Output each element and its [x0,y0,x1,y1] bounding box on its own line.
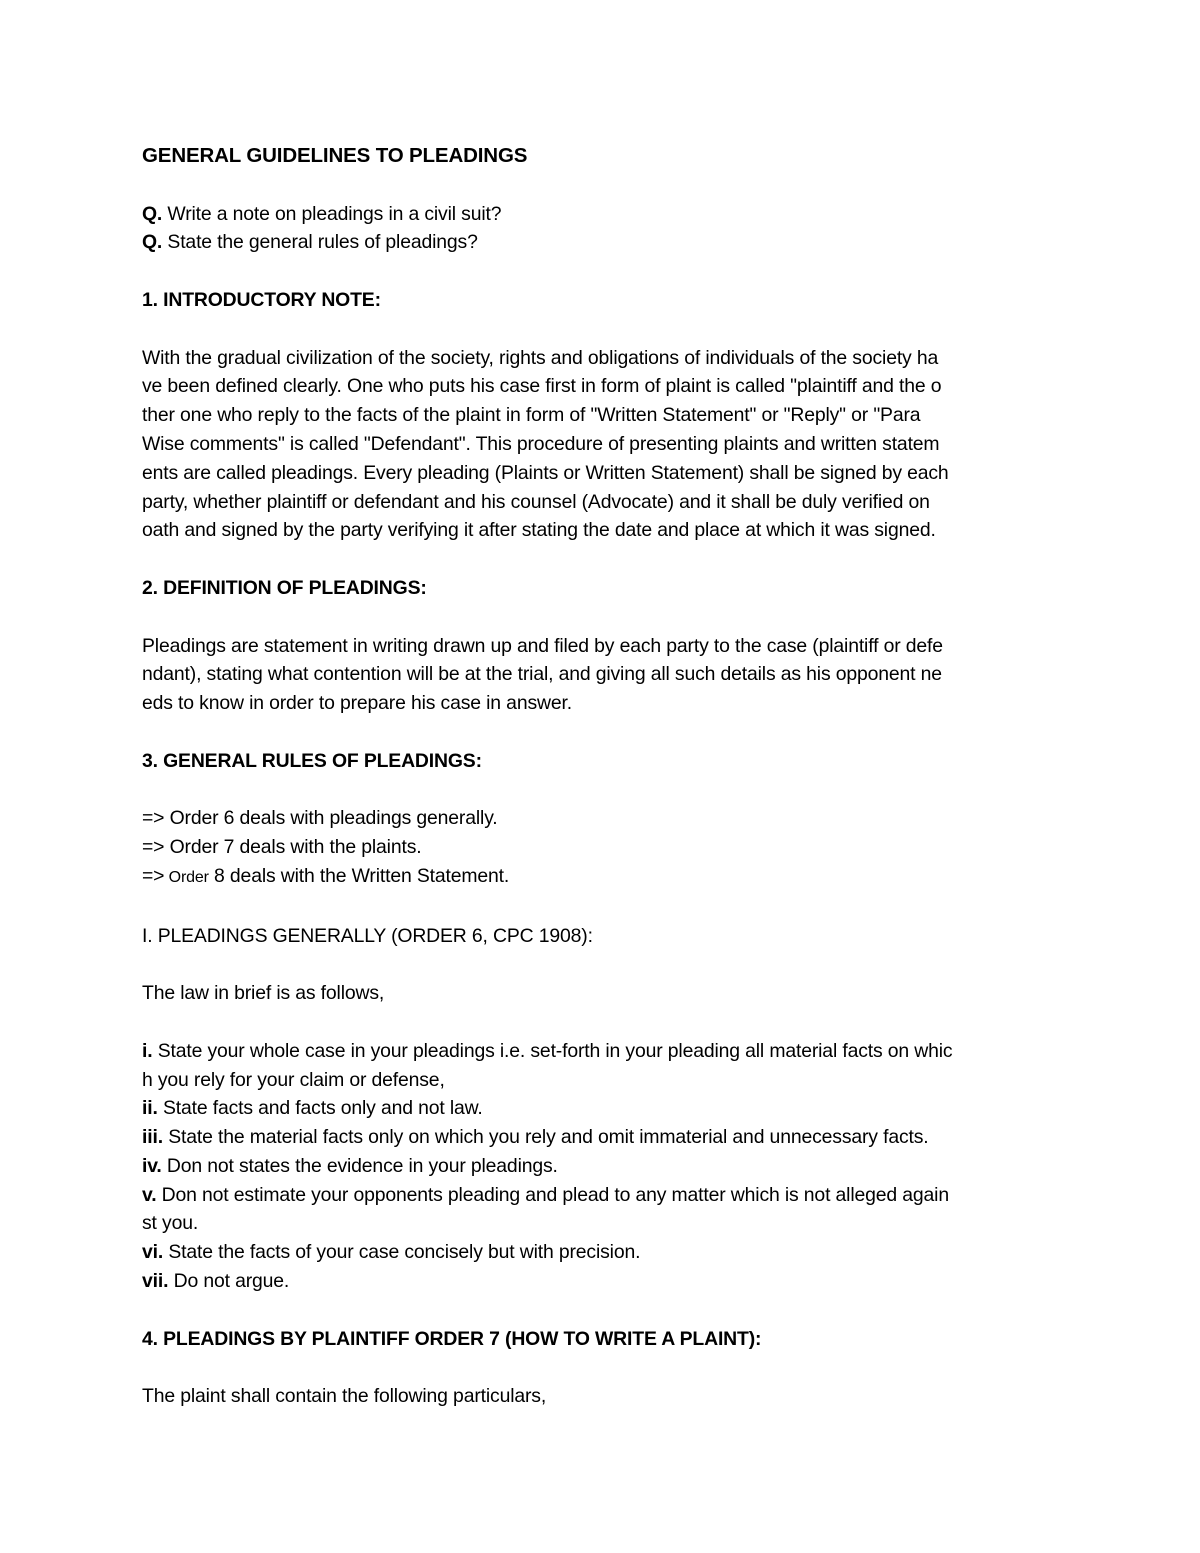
question-marker: Q. [142,202,163,225]
rule-text: Don not estimate your opponents pleading and plead to any matter which is not alleged again [156,1183,949,1206]
spacer [142,257,1082,286]
arrow-marker: => [142,864,165,887]
spacer [142,893,1082,922]
rule-text: Don not states the evidence in your pleadings. [161,1154,558,1177]
rule-line: st you. [142,1212,199,1235]
paragraph-line: Pleadings are statement in writing drawn up and filed by each party to the case (plaintiff or defe [142,634,943,657]
spacer [142,718,1082,747]
rule-line [142,1123,1082,1152]
paragraph-line: ve been defined clearly. One who puts his case first in form of plaint is called "plaintiff and the o [142,375,942,398]
rule-marker: i. [142,1039,153,1062]
order-text: 6 deals with pleadings generally. [218,807,498,830]
rule-marker: vi. [142,1241,164,1264]
rule-text: State the material facts only on which you rely and omit immaterial and unnecessary facts. [162,1126,929,1149]
rule-line: h you rely for your claim or defense, [142,1068,445,1091]
spacer [142,776,1082,805]
paragraph-line: party, whether plaintiff or defendant and his counsel (Advocate) and it shall be duly verified on [142,490,930,513]
paragraph-line: ther one who reply to the facts of the plaint in form of "Written Statement" or "Reply" or "Para [142,404,921,427]
subsection-heading: I. PLEADINGS GENERALLY (ORDER 6, CPC 1908): [142,924,593,947]
order-word: Order [164,807,219,830]
paragraph-line: oath and signed by the party verifying it after stating the date and place at which it was signed. [142,519,936,542]
rule-marker: ii. [142,1097,158,1120]
arrow-marker: => [142,836,165,859]
section-heading: 4. PLEADINGS BY PLAINTIFF ORDER 7 (HOW TO WRITE A PLAINT): [142,1327,762,1350]
order-word: Order [164,836,219,859]
document-page [142,142,1082,1411]
paragraph-line: eds to know in order to prepare his case in answer. [142,692,572,715]
rule-marker: vii. [142,1270,169,1293]
spacer [142,950,1082,979]
order-line [142,804,1082,833]
spacer [142,603,1082,632]
question-marker: Q. [142,231,163,254]
rule-marker: v. [142,1183,157,1206]
rule-line [142,1181,1082,1210]
order-text: 8 deals with the Written Statement. [208,864,510,887]
intro-line: The law in brief is as follows, [142,982,385,1005]
section-heading: 2. DEFINITION OF PLEADINGS: [142,576,427,599]
question-text: State the general rules of pleadings? [162,231,478,254]
section-heading: 3. GENERAL RULES OF PLEADINGS: [142,749,482,772]
rule-marker: iii. [142,1126,163,1149]
spacer [142,1296,1082,1325]
rule-line [142,1267,1082,1296]
paragraph-line: With the gradual civilization of the society, rights and obligations of individuals of the society ha [142,346,939,369]
arrow-marker: => [142,807,165,830]
spacer [142,315,1082,344]
rule-line [142,1238,1082,1267]
spacer [142,171,1082,200]
spacer [142,1353,1082,1382]
intro-line: The plaint shall contain the following particulars, [142,1385,547,1408]
section-heading: 1. INTRODUCTORY NOTE: [142,288,381,311]
rule-marker: iv. [142,1154,162,1177]
rule-text: State your whole case in your pleadings i.e. set-forth in your pleading all material facts on whic [152,1039,953,1062]
order-text: 7 deals with the plaints. [218,836,422,859]
question-line [142,200,1082,229]
question-line [142,228,1082,257]
order-line [142,862,1082,893]
paragraph-line: ents are called pleadings. Every pleading (Plaints or Written Statement) shall be signed by each [142,461,949,484]
order-line [142,833,1082,862]
order-word: Order [164,868,209,886]
rule-line [142,1037,1082,1066]
paragraph-line: ndant), stating what contention will be at the trial, and giving all such details as his opponent ne [142,663,942,686]
document-title: GENERAL GUIDELINES TO PLEADINGS [142,144,528,167]
rule-text: Do not argue. [168,1270,290,1293]
rule-text: State the facts of your case concisely but with precision. [163,1241,641,1264]
rule-line [142,1152,1082,1181]
paragraph-line: Wise comments" is called "Defendant". This procedure of presenting plaints and written statem [142,432,940,455]
question-text: Write a note on pleadings in a civil suit? [162,202,502,225]
rule-line [142,1094,1082,1123]
spacer [142,545,1082,574]
rule-text: State facts and facts only and not law. [157,1097,483,1120]
spacer [142,1008,1082,1037]
